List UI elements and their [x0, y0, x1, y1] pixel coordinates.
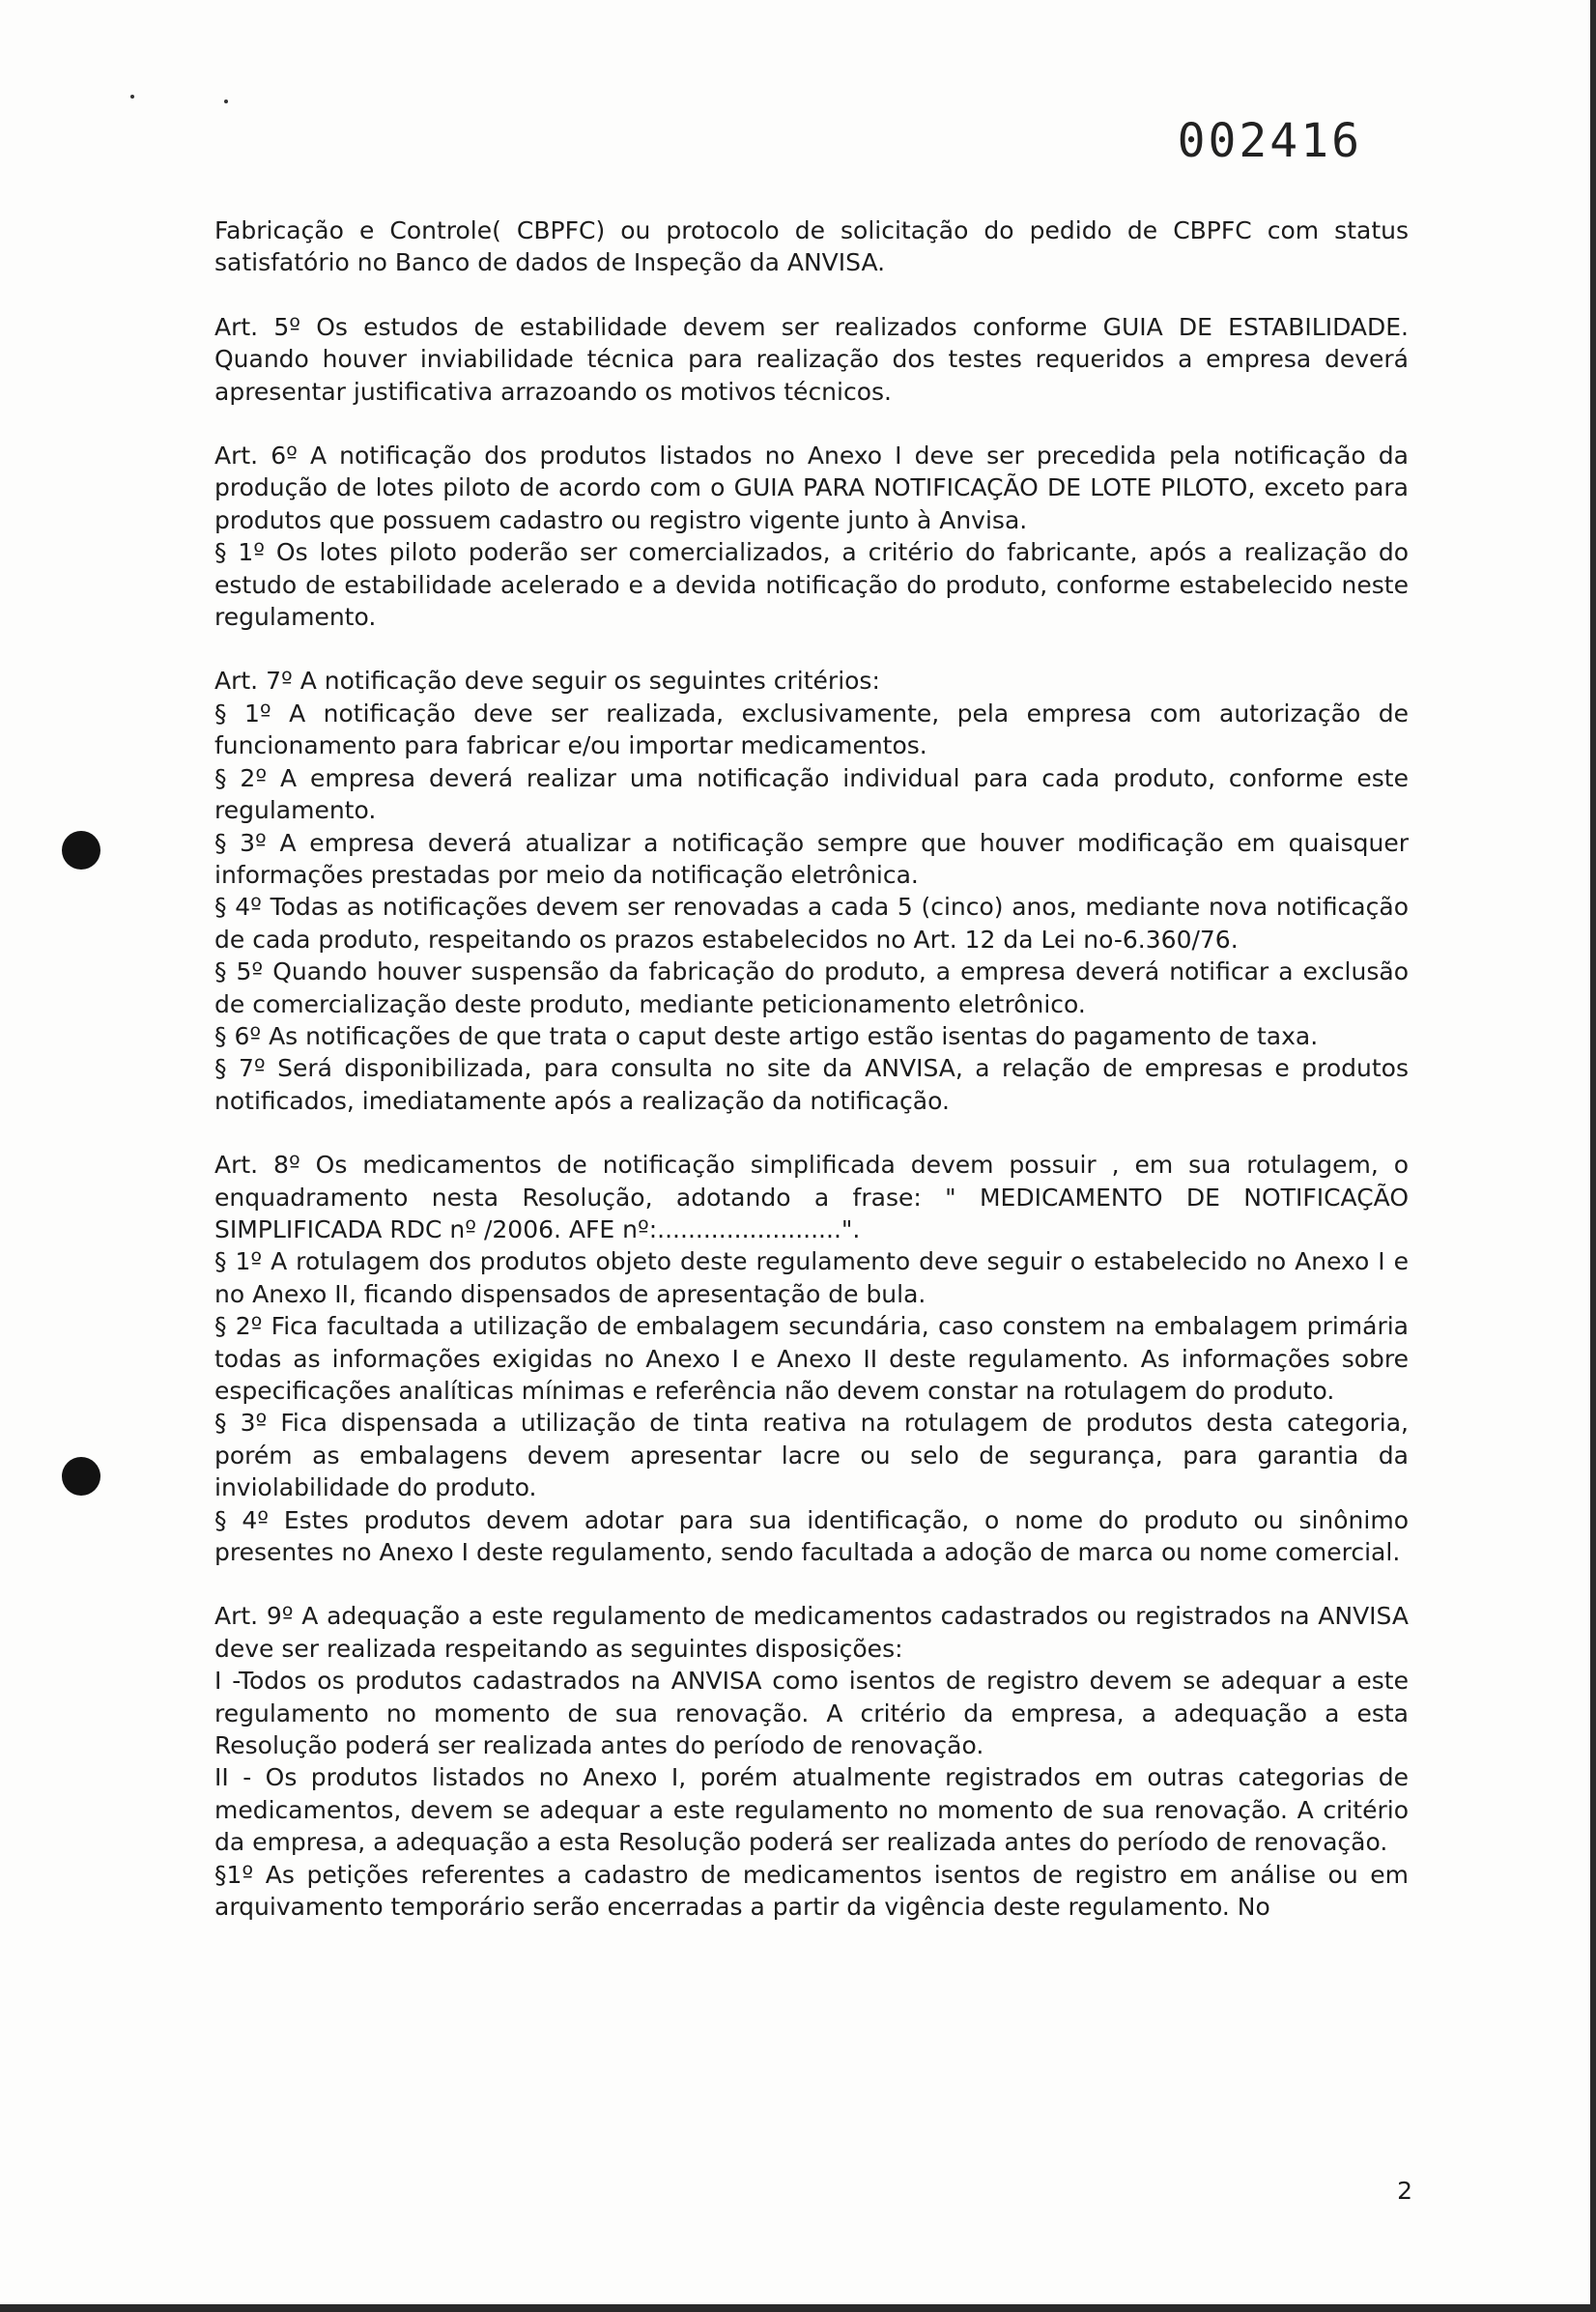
punch-hole: [62, 831, 100, 870]
paragraph: Art. 9º A adequação a este regulamento de medicamentos cadastrados ou registrados na ANVISA deve ser realizada respeitando as seguintes disposições:: [214, 1602, 1409, 1663]
article-7: [214, 665, 1409, 1117]
paragraph: § 2º A empresa deverá realizar uma notificação individual para cada produto, conforme este regulamento.: [214, 763, 1409, 825]
document-body: [214, 214, 1409, 1924]
scan-speck: [224, 100, 228, 103]
paragraph: § 1º Os lotes piloto poderão ser comercializados, a critério do fabricante, após a realização do estudo de estabilidade acelerado e a devida notificação do produto, conforme estabelecido neste regulamento.: [214, 538, 1409, 632]
paragraph: Fabricação e Controle( CBPFC) ou protocolo de solicitação do pedido de CBPFC com status satisfatório no Banco de dados de Inspeção da ANVISA.: [214, 216, 1409, 277]
punch-hole: [62, 1457, 100, 1496]
article-5: [214, 311, 1409, 408]
document-stamp-number: 002416: [1177, 114, 1362, 168]
paragraph: § 1º A rotulagem dos produtos objeto deste regulamento deve seguir o estabelecido no Anexo I e no Anexo II, ficando dispensados de apresentação de bula.: [214, 1247, 1409, 1308]
paragraph: § 4º Todas as notificações devem ser renovadas a cada 5 (cinco) anos, mediante nova notificação de cada produto, respeitando os prazos estabelecidos no Art. 12 da Lei no-6.360/76.: [214, 893, 1409, 954]
paragraph: § 7º Será disponibilizada, para consulta no site da ANVISA, a relação de empresas e produtos notificados, imediatamente após a realização da notificação.: [214, 1054, 1409, 1115]
intro-section: [214, 214, 1409, 279]
scan-speck: [130, 95, 134, 99]
article-9: [214, 1600, 1409, 1923]
paragraph: § 3º A empresa deverá atualizar a notificação sempre que houver modificação em quaisquer informações prestadas por meio da notificação eletrônica.: [214, 828, 1409, 889]
paragraph: Art. 7º A notificação deve seguir os seguintes critérios:: [214, 667, 880, 696]
paragraph: § 6º As notificações de que trata o caput deste artigo estão isentas do pagamento de taxa.: [214, 1021, 1319, 1050]
paragraph: § 2º Fica facultada a utilização de embalagem secundária, caso constem na embalagem primária todas as informações exigidas no Anexo I e Anexo II deste regulamento. As informações sobre especificações analíticas mínimas e referência não devem constar na rotulagem do produto.: [214, 1312, 1409, 1405]
paragraph: § 3º Fica dispensada a utilização de tinta reativa na rotulagem de produtos desta categoria, porém as embalagens devem apresentar lacre ou selo de segurança, para garantia da inviolabilidade do produto.: [214, 1409, 1409, 1502]
paragraph: §1º As petições referentes a cadastro de medicamentos isentos de registro em análise ou em arquivamento temporário serão encerradas a partir da vigência deste regulamento. No: [214, 1860, 1409, 1922]
article-6: [214, 440, 1409, 633]
paragraph: Art. 5º Os estudos de estabilidade devem ser realizados conforme GUIA DE ESTABILIDADE. Quando houver inviabilidade técnica para realização dos testes requeridos a empresa deverá apresentar justificativa arrazoando os motivos técnicos.: [214, 312, 1409, 406]
paragraph: § 5º Quando houver suspensão da fabricação do produto, a empresa deverá notificar a exclusão de comercialização deste produto, mediante peticionamento eletrônico.: [214, 957, 1409, 1018]
paragraph: Art. 6º A notificação dos produtos listados no Anexo I deve ser precedida pela notificação da produção de lotes piloto de acordo com o GUIA PARA NOTIFICAÇÃO DE LOTE PILOTO, exceto para produtos que possuem cadastro ou registro vigente junto à Anvisa.: [214, 442, 1409, 534]
paragraph: Art. 8º Os medicamentos de notificação simplificada devem possuir , em sua rotulagem, o enquadramento nesta Resolução, adotando a frase: " MEDICAMENTO DE NOTIFICAÇÃO SIMPLIFICADA RDC nº /2006. AFE nº:........................".: [214, 1151, 1409, 1243]
article-8: [214, 1149, 1409, 1568]
scan-edge-right: [1590, 0, 1596, 2312]
paragraph: § 4º Estes produtos devem adotar para sua identificação, o nome do produto ou sinônimo presentes no Anexo I deste regulamento, sendo facultada a adoção de marca ou nome comercial.: [214, 1505, 1409, 1567]
page-number: 2: [1397, 2177, 1412, 2205]
paragraph: II - Os produtos listados no Anexo I, porém atualmente registrados em outras categorias de medicamentos, devem se adequar a este regulamento no momento de sua renovação. A critério da empresa, a adequação a esta Resolução poderá ser realizada antes do período de renovação.: [214, 1763, 1409, 1857]
paragraph: I -Todos os produtos cadastrados na ANVISA como isentos de registro devem se adequar a este regulamento no momento de sua renovação. A critério da empresa, a adequação a esta Resolução poderá ser realizada antes do período de renovação.: [214, 1667, 1409, 1760]
paragraph: § 1º A notificação deve ser realizada, exclusivamente, pela empresa com autorização de funcionamento para fabricar e/ou importar medicamentos.: [214, 699, 1409, 760]
scan-edge-bottom: [0, 2304, 1596, 2312]
